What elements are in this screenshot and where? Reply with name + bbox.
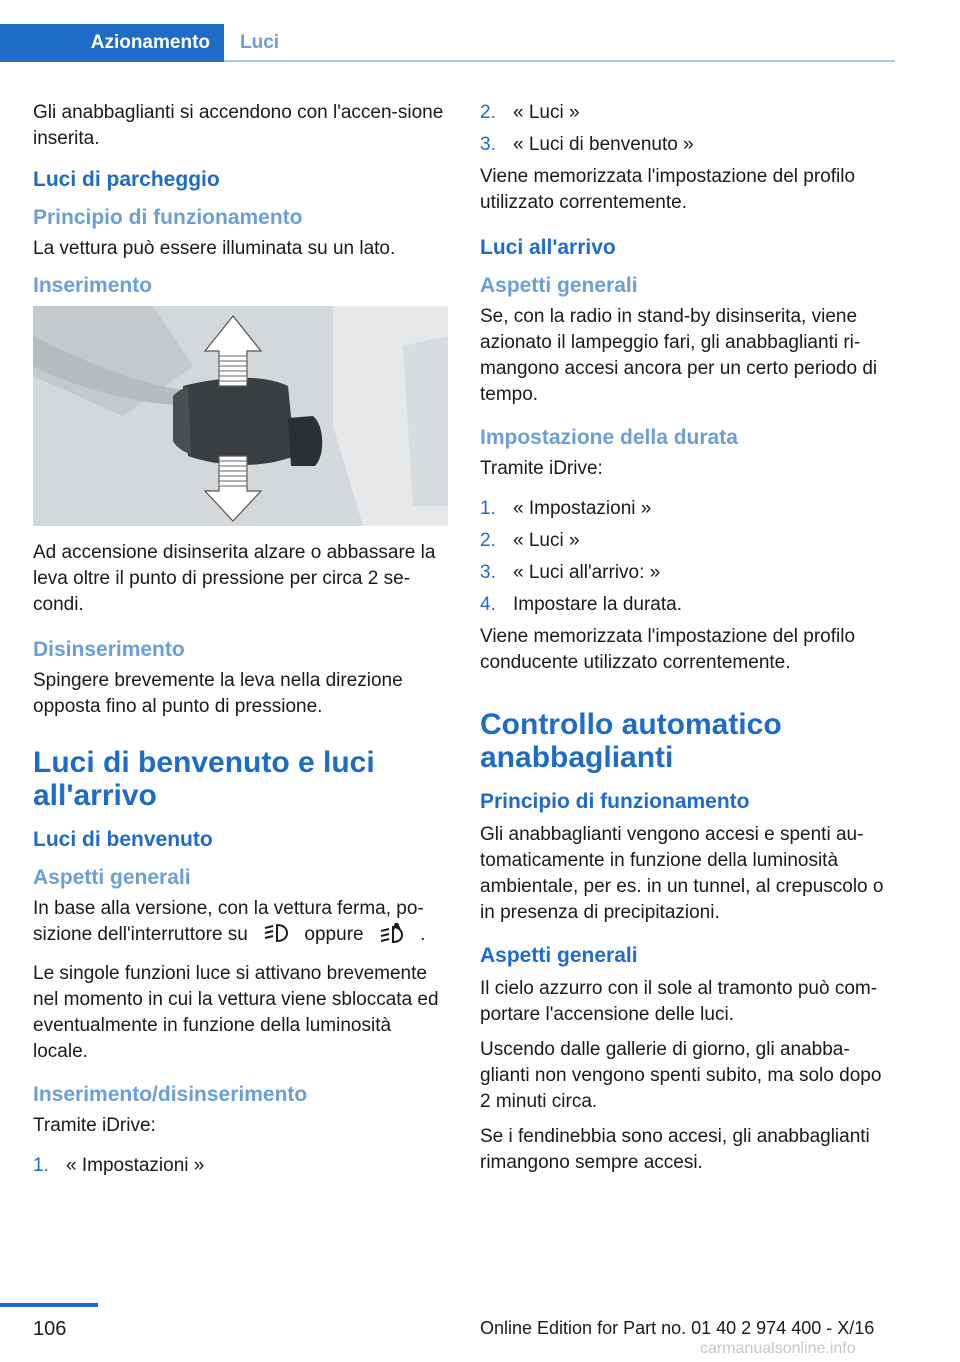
footer-accent-line <box>0 1303 98 1307</box>
heading-general-2: Aspetti generali <box>480 944 638 967</box>
list-item <box>480 496 895 522</box>
list-text: « Impostazioni » <box>66 1155 205 1176</box>
list-item <box>480 528 895 554</box>
general-text-c: . <box>420 924 426 945</box>
edition-text: Online Edition for Part no. 01 40 2 974 400 - X/16 <box>480 1318 875 1338</box>
heading-principle: Principio di funzionamento <box>33 206 303 229</box>
watermark: carmanualsonline.info <box>700 1340 856 1357</box>
heading-welcome-lights: Luci di benvenuto <box>33 828 213 851</box>
list-text: « Luci di benvenuto » <box>513 134 694 155</box>
list-number: 4. <box>480 594 496 615</box>
heading-welcome-arrival: Luci di benvenuto e luci all'arrivo <box>33 746 375 812</box>
list-text: Impostare la durata. <box>513 594 682 615</box>
general-text-b: oppure <box>304 924 364 945</box>
heading-disinsert: Disinserimento <box>33 638 185 661</box>
paragraph-idrive: Tramite iDrive: <box>33 1115 156 1136</box>
lever-drawing <box>33 306 448 526</box>
tab-underline <box>224 60 895 62</box>
paragraph-general <box>33 896 448 952</box>
paragraph-general-3: Se i fendinebbia sono accesi, gli anabbaglianti rimangono sempre accesi. <box>480 1126 870 1173</box>
list-text: « Luci » <box>513 102 580 123</box>
list-text: « Luci all'arrivo: » <box>513 562 661 583</box>
heading-general: Aspetti generali <box>480 274 638 297</box>
auto-light-icon <box>379 922 405 952</box>
paragraph-memorize-1: Viene memorizzata l'impostazione del profilo utilizzato correntemente. <box>480 166 856 213</box>
heading-principle: Principio di funzionamento <box>480 790 750 813</box>
right-steps-list-2 <box>480 496 895 618</box>
paragraph-general-1: Il cielo azzurro con il sole al tramonto può com‐portare l'accensione delle luci. <box>480 978 878 1025</box>
heading-insert: Inserimento <box>33 274 153 297</box>
list-item <box>480 592 895 618</box>
list-number: 2. <box>480 102 496 123</box>
heading-auto-low-beam: Controllo automatico anabbaglianti <box>480 708 782 774</box>
paragraph-low-beam-intro: Gli anabbaglianti si accendono con l'accen‐sione inserita. <box>33 102 444 149</box>
low-beam-icon <box>263 922 289 952</box>
paragraph-principle: Gli anabbaglianti vengono accesi e spenti au‐tomaticamente in funzione della luminosità ambientale, per es. in un tunnel, al crepuscolo o in presenza di precipitazioni. <box>480 824 884 923</box>
heading-arrival-lights: Luci all'arrivo <box>480 236 616 259</box>
list-number: 3. <box>480 562 496 583</box>
heading-duration: Impostazione della durata <box>480 426 738 449</box>
tab-azionamento[interactable]: Azionamento <box>0 24 224 62</box>
paragraph-insert: Ad accensione disinserita alzare o abbassare la leva oltre il punto di pressione per circa 2 se‐condi. <box>33 542 436 615</box>
list-item <box>480 560 895 586</box>
list-item <box>480 132 895 158</box>
list-item <box>33 1153 448 1179</box>
tab-luci[interactable]: Luci <box>240 32 280 53</box>
list-number: 2. <box>480 530 496 551</box>
left-steps-list <box>33 1153 448 1179</box>
heading-general: Aspetti generali <box>33 866 191 889</box>
list-item <box>480 100 895 126</box>
left-column <box>33 100 448 1185</box>
list-number: 3. <box>480 134 496 155</box>
right-steps-list-1 <box>480 100 895 158</box>
paragraph-general-2: Le singole funzioni luce si attivano brevemente nel momento in cui la vettura viene sbloccata ed eventualmente in funzione della luminosità locale. <box>33 963 439 1062</box>
general-text-a: In base alla versione, con la vettura ferma, po‐sizione dell'interruttore su <box>33 898 424 945</box>
paragraph-memorize-2: Viene memorizzata l'impostazione del profilo conducente utilizzato correntemente. <box>480 626 856 673</box>
list-text: « Impostazioni » <box>513 498 652 519</box>
list-number: 1. <box>33 1155 49 1176</box>
list-text: « Luci » <box>513 530 580 551</box>
paragraph-general-2: Uscendo dalle gallerie di giorno, gli anabba‐glianti non vengono spenti subito, ma solo dopo 2 minuti circa. <box>480 1039 882 1112</box>
heading-insert-disinsert: Inserimento/disinserimento <box>33 1083 308 1106</box>
paragraph-arrival-general: Se, con la radio in stand-by disinserita, viene azionato il lampeggio fari, gli anabbaglianti ri‐mangono accesi ancora per un certo periodo di tempo. <box>480 306 878 405</box>
right-column <box>480 100 895 1185</box>
section-tabs <box>0 24 895 62</box>
paragraph-principle: La vettura può essere illuminata su un lato. <box>33 238 396 259</box>
paragraph-idrive: Tramite iDrive: <box>480 458 603 479</box>
page-number: 106 <box>33 1318 67 1340</box>
paragraph-disinsert: Spingere brevemente la leva nella direzione opposta fino al punto di pressione. <box>33 670 403 717</box>
lever-illustration <box>33 306 448 526</box>
heading-parking-lights: Luci di parcheggio <box>33 168 220 191</box>
list-number: 1. <box>480 498 496 519</box>
